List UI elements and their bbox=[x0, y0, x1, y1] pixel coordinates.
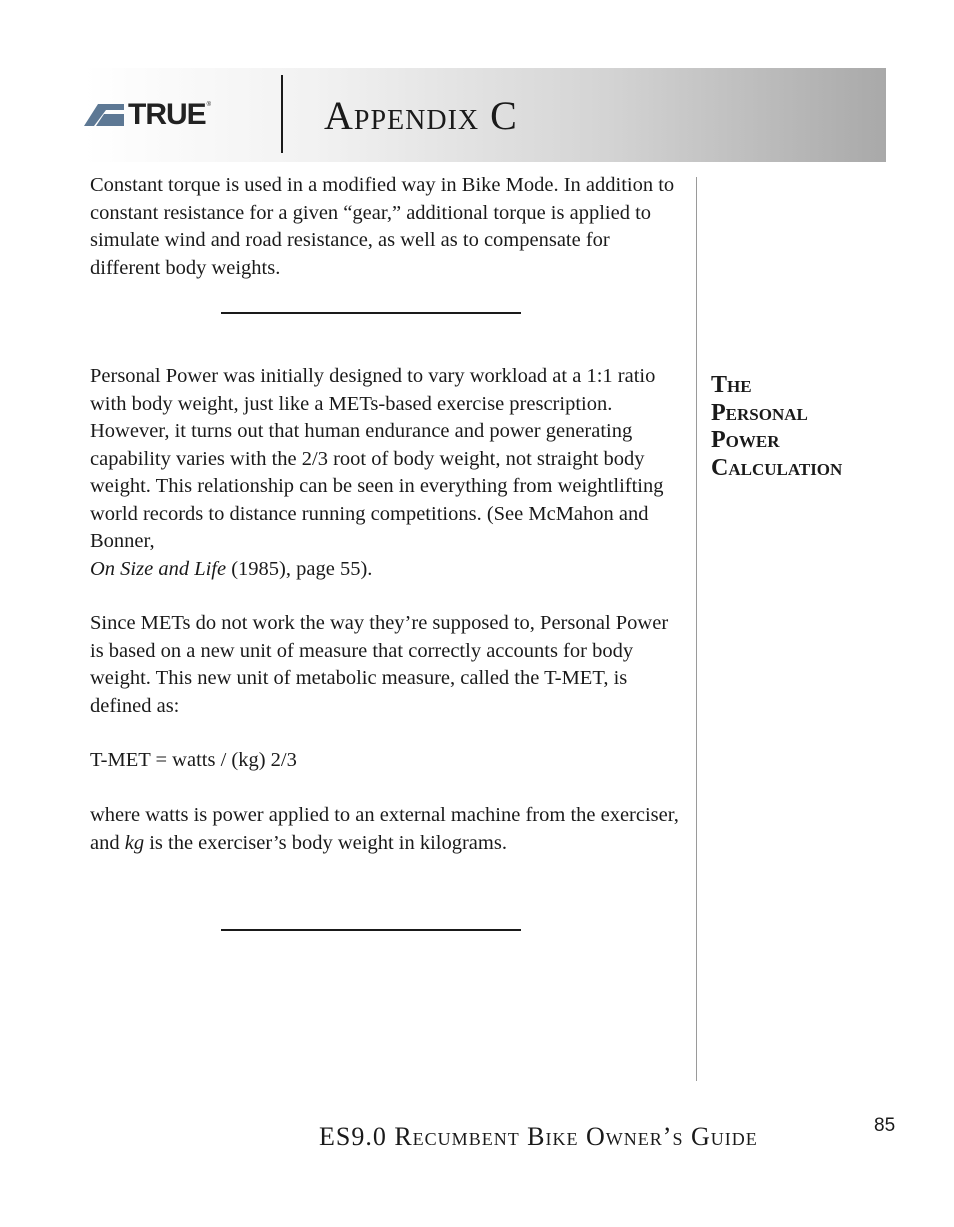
page-title: Appendix C bbox=[324, 93, 518, 138]
paragraph-formula-explanation bbox=[90, 802, 680, 857]
true-logo-mark-icon bbox=[84, 104, 124, 126]
paragraph-bike-mode: Constant torque is used in a modified way in Bike Mode. In addition to constant resistance for a given “gear,” additional torque is applied to simulate wind and road resistance, as well as to compensate for different body weights. bbox=[90, 174, 675, 279]
section-divider-1 bbox=[221, 312, 521, 314]
paragraph-t-met-intro: Since METs do not work the way they’re supposed to, Personal Power is based on a new unit of measure that correctly accounts for body weight. This new unit of metabolic measure, called the T-MET, is defined as: bbox=[90, 612, 669, 717]
header-divider bbox=[281, 75, 283, 153]
paragraph-personal-power bbox=[90, 363, 680, 583]
page-number: 85 bbox=[874, 1115, 896, 1136]
book-title: On Size and Life bbox=[90, 557, 227, 580]
sidebar-heading bbox=[711, 372, 911, 482]
sidebar-heading-line: The bbox=[711, 372, 752, 398]
logo-registered-mark: ® bbox=[206, 102, 212, 108]
t-met-formula: T-MET = watts / (kg) 2/3 bbox=[90, 749, 297, 771]
kg-term: kg bbox=[124, 831, 145, 854]
footer-guide-title: ES9.0 Recumbent Bike Owner’s Guide bbox=[319, 1122, 758, 1151]
sidebar-heading-line: Power bbox=[711, 427, 780, 453]
paragraph-personal-power-text: Personal Power was initially designed to vary workload at a 1:1 ratio with body weight, just like a METs-based exercise prescription. However, it turns out that human endurance and power generating capability varies with the 2/3 root of body weight, not straight body weight. This relationship can be seen in everything from weightlifting world records to distance running competitions. (See McMahon and Bonner, bbox=[90, 365, 664, 552]
sidebar-heading-line: Personal bbox=[711, 399, 808, 426]
formula-explanation-post: is the exerciser’s body weight in kilograms. bbox=[149, 831, 507, 854]
true-logo bbox=[84, 98, 212, 131]
logo-text: TRUE bbox=[128, 98, 206, 131]
paragraph-personal-power-tail: (1985), page 55). bbox=[231, 557, 373, 580]
formula-explanation-pre: where watts is power applied to an external machine from the exerciser, and bbox=[90, 804, 679, 854]
sidebar-heading-line: Calculation bbox=[711, 454, 843, 481]
section-divider-2 bbox=[221, 929, 521, 931]
column-divider bbox=[696, 177, 697, 1081]
